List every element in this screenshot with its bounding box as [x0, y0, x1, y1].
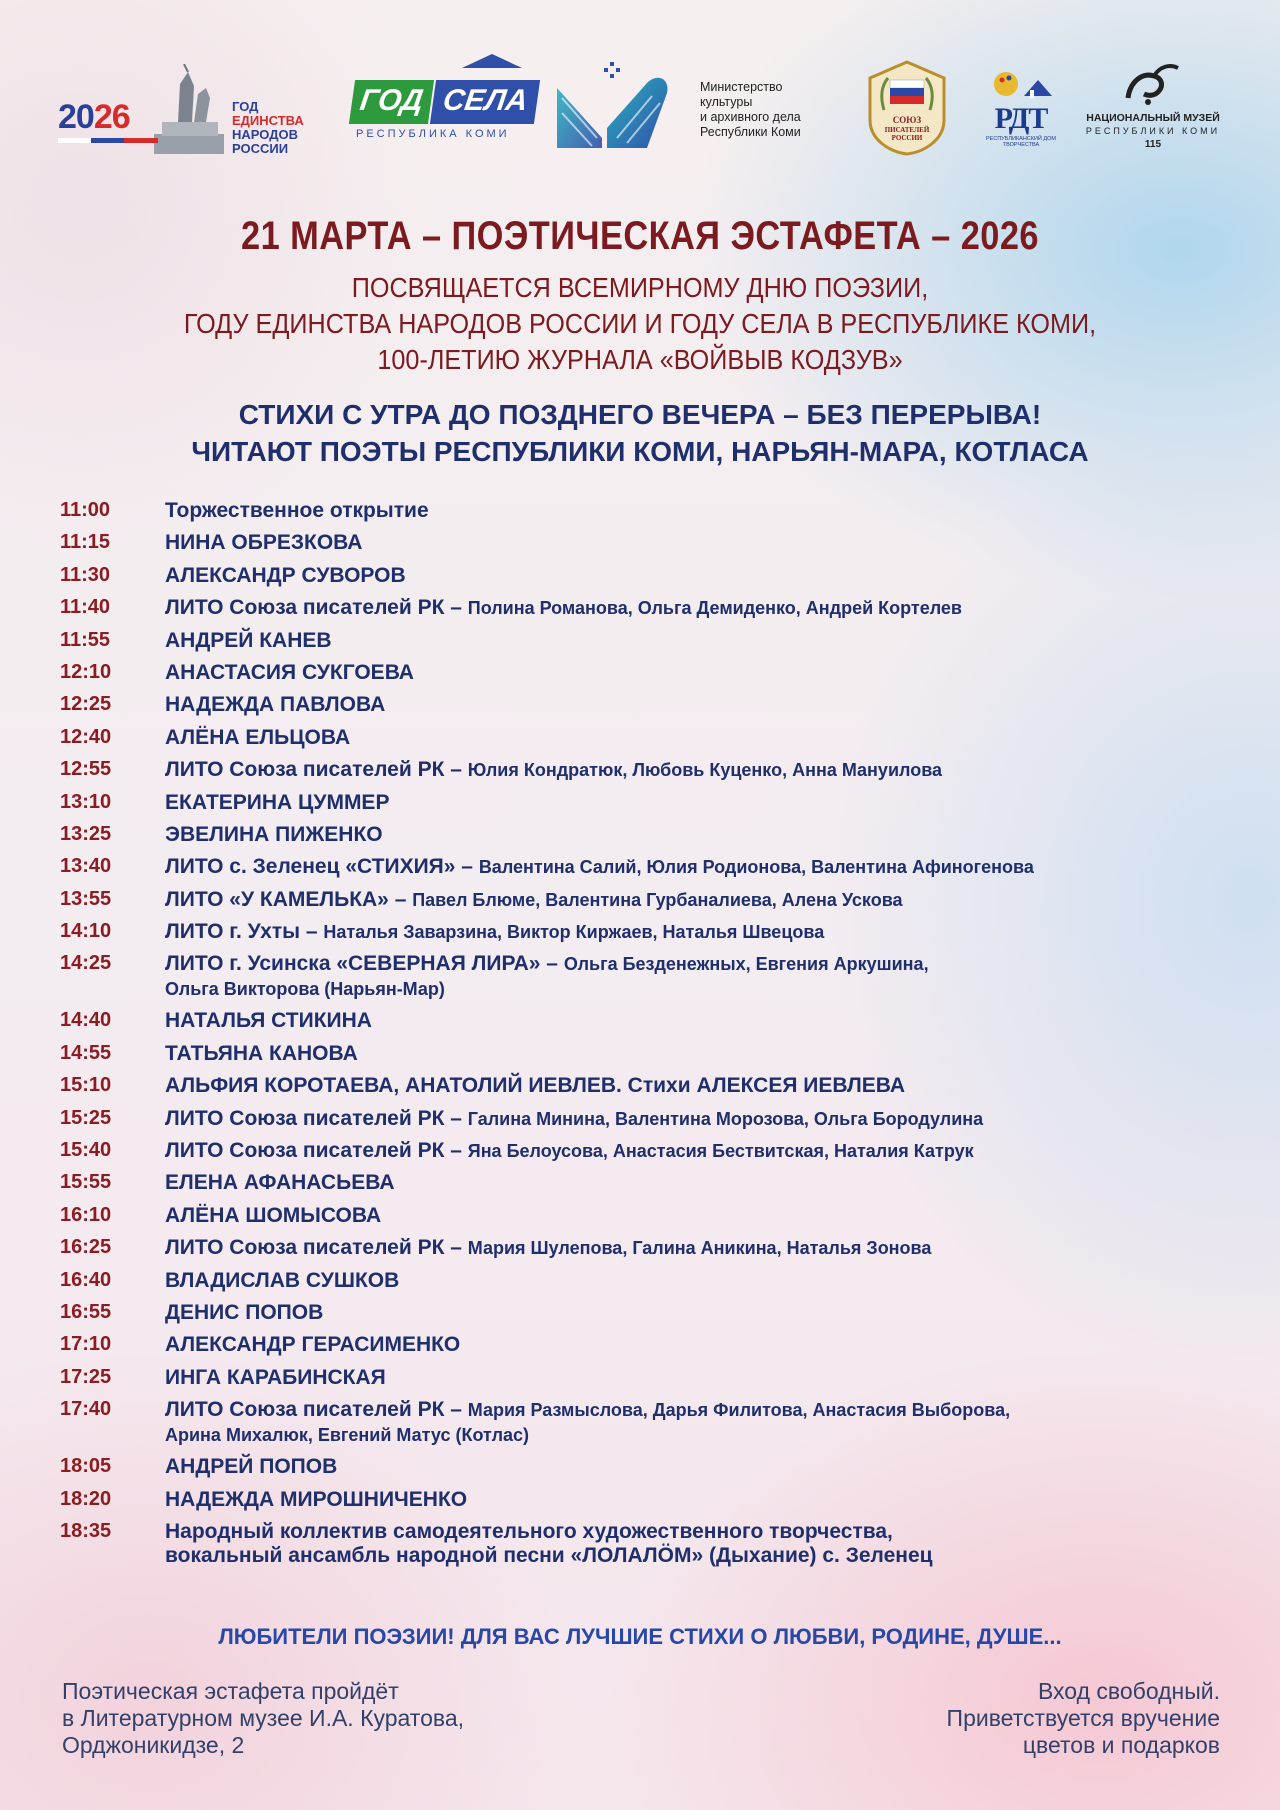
roof-icon	[462, 54, 522, 68]
schedule-row	[60, 1519, 1240, 1576]
schedule-time: 18:35	[60, 1519, 112, 1542]
schedule-row	[60, 757, 1240, 789]
schedule-performer	[165, 1008, 1240, 1033]
venue-line: Поэтическая эстафета пройдёт	[62, 1678, 399, 1704]
schedule-row	[60, 725, 1240, 757]
performer-main: АНДРЕЙ ПОПОВ	[165, 1455, 338, 1479]
slogan	[0, 396, 1280, 470]
performer-main: Торжественное открытие	[165, 499, 429, 522]
schedule-row	[60, 919, 1240, 951]
schedule-performer	[165, 1300, 1240, 1325]
schedule-performer	[165, 1397, 1240, 1447]
schedule-time: 16:10	[60, 1203, 112, 1226]
schedule-performer	[165, 757, 1240, 783]
schedule-row	[60, 1487, 1240, 1519]
schedule-performer	[165, 1106, 1240, 1132]
entry-line: цветов и подарков	[1022, 1732, 1220, 1758]
schedule-time: 13:10	[60, 790, 112, 813]
schedule-performer	[165, 628, 1240, 653]
schedule-performer	[165, 790, 1240, 815]
schedule-time: 14:40	[60, 1009, 112, 1032]
year-of-unity-logo	[56, 64, 326, 154]
performer-main: АНАСТАСИЯ СУКГОЕВА	[165, 660, 414, 684]
dedication-line: ПОСВЯЩАЕТСЯ ВСЕМИРНОМУ ДНЮ ПОЭЗИИ,	[351, 272, 929, 303]
schedule-performer	[165, 725, 1240, 750]
schedule-row	[60, 1300, 1240, 1332]
performer-main: ЕЛЕНА АФАНАСЬЕВА	[165, 1171, 395, 1195]
schedule-time: 16:55	[60, 1300, 112, 1323]
schedule-performer	[165, 595, 1240, 621]
performer-main: АНДРЕЙ КАНЕВ	[165, 628, 332, 652]
schedule-row	[60, 628, 1240, 660]
year-logo-line: РОССИИ	[232, 141, 289, 156]
performer-continuation: вокальный ансамбль народной песни «ЛОЛАЛÖМ» (Дыхание) с. Зеленец	[165, 1543, 933, 1567]
entry-info	[947, 1678, 1220, 1759]
schedule-performer	[165, 1073, 1240, 1098]
performer-main: ЛИТО г. Усинска «СЕВЕРНАЯ ЛИРА» –	[165, 952, 564, 976]
performer-names: Галина Минина, Валентина Морозова, Ольга Бородулина	[467, 1108, 984, 1129]
performer-main: ВЛАДИСЛАВ СУШКОВ	[165, 1268, 400, 1292]
flag-bar	[58, 138, 158, 143]
rdt-label: РДТ	[994, 102, 1048, 135]
rdt-sub: РЕСПУБЛИКАНСКИЙ ДОМ ТВОРЧЕСТВА	[986, 136, 1056, 148]
schedule-time: 15:40	[60, 1139, 112, 1162]
performer-names: Яна Белоусова, Анастасия Бествитская, Наталия Катрук	[467, 1141, 974, 1162]
schedule-performer	[165, 1487, 1240, 1512]
schedule-row	[60, 822, 1240, 854]
schedule-time: 12:55	[60, 758, 112, 781]
venue-line: Орджоникидзе, 2	[62, 1732, 245, 1758]
schedule-row	[60, 530, 1240, 562]
schedule-time: 15:55	[60, 1171, 112, 1194]
schedule-time: 15:25	[60, 1106, 112, 1129]
schedule-performer	[165, 498, 1240, 523]
year-logo-line: ГОД	[232, 99, 259, 114]
schedule-row	[60, 951, 1240, 1008]
schedule-row	[60, 692, 1240, 724]
schedule-row	[60, 1268, 1240, 1300]
schedule-row	[60, 854, 1240, 886]
performer-main: ТАТЬЯНА КАНОВА	[165, 1041, 358, 1065]
performer-main: ДЕНИС ПОПОВ	[165, 1300, 324, 1324]
venue-info	[62, 1678, 464, 1759]
schedule-row	[60, 595, 1240, 627]
schedule-row	[60, 790, 1240, 822]
performer-names: Юлия Кондратюк, Любовь Куценко, Анна Мануилова	[467, 760, 943, 781]
performer-main: АЛЕКСАНДР ГЕРАСИМЕНКО	[165, 1333, 461, 1357]
bird-icon	[1078, 58, 1228, 110]
schedule-performer	[165, 1268, 1240, 1293]
schedule-performer	[165, 1041, 1240, 1066]
performer-main: ЛИТО с. Зеленец «СТИХИЯ» –	[165, 855, 479, 879]
ministry-line: Министерство	[700, 80, 783, 94]
schedule-performer	[165, 951, 1240, 1001]
schedule-row	[60, 563, 1240, 595]
performer-main: НАДЕЖДА МИРОШНИЧЕНКО	[165, 1487, 468, 1511]
performer-names: Полина Романова, Ольга Демиденко, Андрей Кортелев	[467, 598, 962, 619]
year-number	[58, 98, 130, 137]
schedule-performer	[165, 1203, 1240, 1228]
schedule-row	[60, 498, 1240, 530]
selo-sub: РЕСПУБЛИКА КОМИ	[356, 128, 510, 140]
schedule-row	[60, 660, 1240, 692]
performer-names: Наталья Заварзина, Виктор Киржаев, Наталья Швецова	[323, 922, 825, 943]
venue-line: в Литературном музее И.А. Куратова,	[62, 1705, 465, 1731]
schedule-performer	[165, 919, 1240, 945]
ministry-text	[700, 80, 801, 140]
schedule-time: 12:40	[60, 725, 112, 748]
performer-main: ЛИТО Союза писателей РК –	[165, 1106, 468, 1130]
schedule-row	[60, 1203, 1240, 1235]
schedule-time: 18:05	[60, 1455, 112, 1478]
writers-line: СОЮЗ	[892, 115, 922, 125]
performer-main: ИНГА КАРАБИНСКАЯ	[165, 1365, 386, 1389]
dedication	[64, 270, 1216, 378]
schedule-performer	[165, 692, 1240, 717]
schedule-performer	[165, 1332, 1240, 1357]
ministry-logo	[552, 58, 882, 158]
year-prefix: 20	[58, 98, 94, 136]
year-logo-line: НАРОДОВ	[232, 127, 298, 142]
schedule-row	[60, 1332, 1240, 1364]
slogan-line: СТИХИ С УТРА ДО ПОЗДНЕГО ВЕЧЕРА – БЕЗ ПЕРЕРЫВА!	[238, 399, 1042, 430]
national-museum-logo	[1078, 58, 1228, 158]
entry-line: Приветствуется вручение	[946, 1705, 1220, 1731]
selo-sela: СЕЛА	[430, 80, 541, 124]
performer-main: НАДЕЖДА ПАВЛОВА	[165, 693, 386, 717]
schedule-row	[60, 1397, 1240, 1454]
schedule-performer	[165, 563, 1240, 588]
performer-main: ЛИТО Союза писателей РК –	[165, 596, 468, 620]
performer-main: НАТАЛЬЯ СТИКИНА	[165, 1009, 372, 1033]
schedule-time: 14:55	[60, 1041, 112, 1064]
schedule-time: 11:55	[60, 628, 111, 651]
schedule-performer	[165, 1138, 1240, 1164]
schedule-time: 13:40	[60, 855, 112, 878]
performer-main: АЛЕКСАНДР СУВОРОВ	[165, 563, 406, 587]
page-title: 21 МАРТА – ПОЭТИЧЕСКАЯ ЭСТАФЕТА – 2026	[241, 214, 1039, 258]
schedule-row	[60, 1041, 1240, 1073]
year-of-village-logo	[352, 66, 530, 156]
performer-names: Павел Блюме, Валентина Гурбаналиева, Алена Ускова	[412, 889, 903, 910]
selo-god: ГОД	[349, 80, 434, 124]
performer-main: ЛИТО Союза писателей РК –	[165, 758, 468, 782]
schedule-time: 14:25	[60, 952, 112, 975]
schedule-performer	[165, 1170, 1240, 1195]
schedule-performer	[165, 1454, 1240, 1479]
schedule-row	[60, 887, 1240, 919]
schedule-performer	[165, 822, 1240, 847]
performer-main: ЛИТО г. Ухты –	[165, 920, 324, 944]
dedication-line: 100-ЛЕТИЮ ЖУРНАЛА «ВОЙВЫВ КОДЗУВ»	[377, 344, 903, 375]
schedule-performer	[165, 854, 1240, 880]
performer-main: ЛИТО Союза писателей РК –	[165, 1398, 468, 1422]
ministry-emblem-icon	[552, 58, 672, 158]
performer-names: Мария Размыслова, Дарья Филитова, Анастасия Выборова,	[467, 1400, 1011, 1421]
schedule-performer	[165, 660, 1240, 685]
year-suffix: 26	[93, 98, 130, 136]
ministry-line: культуры	[700, 95, 753, 109]
year-logo-line: ЕДИНСТВА	[232, 113, 304, 128]
performer-continuation: Ольга Викторова (Нарьян-Мар)	[165, 979, 445, 1000]
schedule-time: 11:00	[60, 499, 111, 521]
museum-sub: РЕСПУБЛИКИ КОМИ	[1085, 126, 1221, 136]
museum-title: НАЦИОНАЛЬНЫЙ МУЗЕЙ	[1086, 112, 1220, 124]
performer-main: АЛЁНА ШОМЫСОВА	[165, 1203, 382, 1227]
schedule-time: 15:10	[60, 1074, 112, 1097]
writers-line: РОССИИ	[891, 134, 923, 142]
schedule-row	[60, 1170, 1240, 1202]
museum-number: 115	[1144, 139, 1162, 150]
schedule-row	[60, 1365, 1240, 1397]
performer-main: ЛИТО Союза писателей РК –	[165, 1236, 468, 1260]
performer-names: Ольга Безденежных, Евгения Аркушина,	[563, 954, 929, 975]
entry-line: Вход свободный.	[1037, 1678, 1220, 1704]
performer-main: Народный коллектив самодеятельного художественного творчества,	[165, 1519, 893, 1543]
schedule-time: 16:40	[60, 1268, 112, 1291]
schedule-time: 11:30	[60, 563, 111, 586]
schedule-performer	[165, 887, 1240, 913]
rdt-logo	[986, 66, 1056, 156]
schedule-time: 11:15	[60, 531, 111, 554]
performer-continuation: Арина Михалюк, Евгений Матус (Котлас)	[165, 1425, 530, 1446]
performer-main: ЛИТО Союза писателей РК –	[165, 1139, 468, 1163]
schedule-time: 18:20	[60, 1487, 112, 1510]
performer-main: АЛЬФИЯ КОРОТАЕВА, АНАТОЛИЙ ИЕВЛЕВ. Стихи АЛЕКСЕЯ ИЕВЛЕВА	[165, 1074, 906, 1098]
schedule-time: 11:40	[60, 596, 111, 619]
schedule-time: 16:25	[60, 1236, 112, 1259]
schedule-row	[60, 1073, 1240, 1105]
schedule-time: 14:10	[60, 920, 112, 943]
schedule-time: 17:25	[60, 1365, 112, 1388]
schedule-time: 17:10	[60, 1333, 112, 1356]
performer-main: ЛИТО «У КАМЕЛЬКА» –	[165, 887, 413, 911]
schedule-time: 17:40	[60, 1398, 112, 1421]
performer-main: ЭВЕЛИНА ПИЖЕНКО	[165, 822, 383, 846]
performer-names: Мария Шулепова, Галина Аникина, Наталья Зонова	[467, 1238, 932, 1259]
schedule-performer	[165, 1519, 1240, 1568]
performer-main: ЕКАТЕРИНА ЦУММЕР	[165, 790, 390, 814]
slogan-line: ЧИТАЮТ ПОЭТЫ РЕСПУБЛИКИ КОМИ, НАРЬЯН-МАРА, КОТЛАСА	[191, 436, 1089, 467]
schedule-performer	[165, 530, 1240, 555]
writers-line: ПИСАТЕЛЕЙ	[884, 126, 930, 134]
performer-main: НИНА ОБРЕЗКОВА	[165, 531, 363, 555]
schedule-performer	[165, 1365, 1240, 1390]
dedication-line: ГОДУ ЕДИНСТВА НАРОДОВ РОССИИ И ГОДУ СЕЛА В РЕСПУБЛИКЕ КОМИ,	[183, 308, 1097, 339]
ministry-line: и архивного дела	[700, 110, 801, 124]
year-logo-text	[232, 100, 304, 156]
ministry-line: Республики Коми	[700, 125, 801, 139]
schedule-row	[60, 1138, 1240, 1170]
schedule-time: 12:10	[60, 660, 112, 683]
schedule-list	[60, 498, 1240, 1576]
schedule-row	[60, 1008, 1240, 1040]
schedule-row	[60, 1106, 1240, 1138]
writers-union-emblem-icon	[864, 60, 950, 156]
schedule-row	[60, 1454, 1240, 1486]
palette-icon	[986, 66, 1056, 106]
schedule-performer	[165, 1235, 1240, 1261]
logos-bar	[56, 58, 1226, 168]
schedule-row	[60, 1235, 1240, 1267]
writers-union-logo	[864, 60, 950, 156]
bottom-slogan: ЛЮБИТЕЛИ ПОЭЗИИ! ДЛЯ ВАС ЛУЧШИЕ СТИХИ О ЛЮБВИ, РОДИНЕ, ДУШЕ...	[218, 1624, 1062, 1649]
schedule-time: 13:25	[60, 822, 112, 845]
schedule-time: 12:25	[60, 693, 112, 716]
schedule-time: 13:55	[60, 887, 112, 910]
performer-main: АЛЁНА ЕЛЬЦОВА	[165, 725, 351, 749]
performer-names: Валентина Салий, Юлия Родионова, Валентина Афиногенова	[478, 857, 1034, 878]
